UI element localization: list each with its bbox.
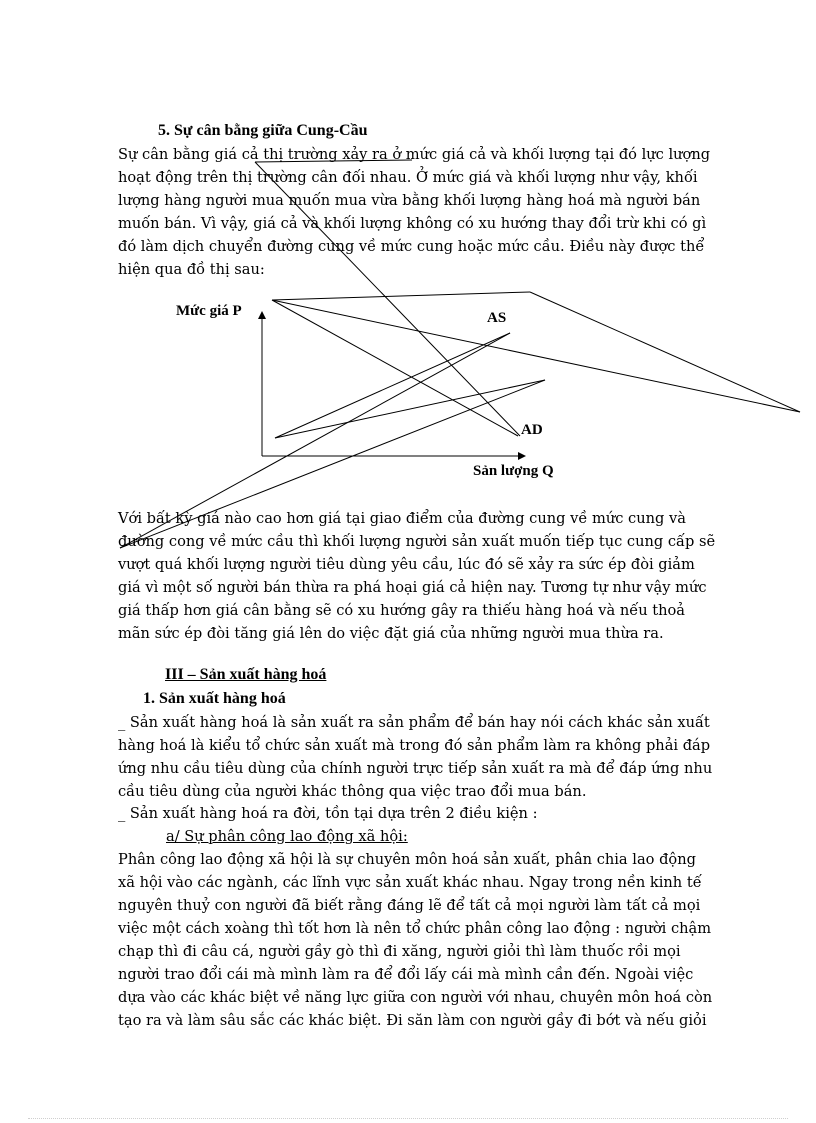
paragraph-line: vượt quá khối lượng người tiêu dùng yêu cầu, lúc đó sẽ xảy ra sức ép đòi giảm [118,556,695,573]
paragraph-line: ứng nhu cầu tiêu dùng của chính người trực tiếp sản xuất ra mà để đáp ứng nhu [118,760,713,777]
paragraph-line: lượng hàng người mua muốn mua vừa bằng khối lượng hàng hoá mà người bán [118,192,701,209]
graph-y-axis-label: Mức giá P [176,303,242,319]
graph-demand-label: AD [521,422,543,438]
paragraph-line: đường cong về mức cầu thì khối lượng người sản xuất muốn tiếp tục cung cấp sẽ [118,533,716,550]
section-5-heading: 5. Sự cân bằng giữa Cung-Cầu [158,122,368,139]
paragraph-line: hiện qua đồ thị sau: [118,261,265,278]
paragraph-line: mãn sức ép đòi tăng giá lên do việc đặt giá của những người mua thừa ra. [118,625,664,642]
paragraph-line: việc một cách xoàng thì tốt hơn là nên tổ chức phân công lao động : người chậm [118,920,712,937]
paragraph-line: _ Sản xuất hàng hoá ra đời, tồn tại dựa trên 2 điều kiện : [118,805,538,822]
paragraph-line: đó làm dịch chuyển đường cung về mức cung hoặc mức cầu. Điều này được thể [118,238,705,255]
supply-line [275,380,545,438]
demand-line [530,292,800,412]
section-3-heading: III – Sản xuất hàng hoá [165,666,327,683]
paragraph-line: Phân công lao động xã hội là sự chuyên môn hoá sản xuất, phân chia lao động [118,851,696,868]
stray-line [255,160,412,162]
paragraph-line: hoạt động trên thị trường cân đối nhau. Ở mức giá và khối lượng như vậy, khối [118,169,698,186]
demand-line [272,300,800,412]
paragraph-line: Với bất kỳ giá nào cao hơn giá tại giao điểm của đường cung về mức cung và [118,510,686,527]
graph-supply-label: AS [487,310,507,326]
paragraph-line: giá thấp hơn giá cân bằng sẽ có xu hướng gây ra thiếu hàng hoá và nếu thoả [118,602,685,619]
subsection-1-heading: 1. Sản xuất hàng hoá [143,690,286,707]
paragraph-line: tạo ra và làm sâu sắc các khác biệt. Đi săn làm con người gầy đi bớt và nếu giỏi [118,1012,707,1029]
demand-line [272,300,518,436]
paragraph-line: nguyên thuỷ con người đã biết rằng đáng lẽ để tất cả mọi người làm tất cả mọi [118,897,701,914]
paragraph-line: dựa vào các khác biệt về năng lực giữa con người với nhau, chuyên môn hoá còn [118,989,713,1006]
graph-x-axis-label: Sản lượng Q [473,463,554,479]
paragraph-line: _ Sản xuất hàng hoá là sản xuất ra sản phẩm để bán hay nói cách khác sản xuất [118,714,710,731]
condition-a-heading: a/ Sự phân công lao động xã hội: [166,828,408,845]
paragraph-line: người trao đổi cái mà mình làm ra để đổi lấy cái mà mình cần đến. Ngoài việc [118,966,694,983]
paragraph-line: Sự cân bằng giá cả thị trường xảy ra ở mức giá cả và khối lượng tại đó lực lượng [118,146,711,163]
paragraph-line: cầu tiêu dùng của người khác thông qua việc trao đổi mua bán. [118,783,587,800]
supply-line [275,333,510,438]
paragraph-line: giá vì một số người bán thừa ra phá hoại giá cả hiện nay. Tương tự như vậy mức [118,579,707,596]
demand-line [272,292,530,300]
paragraph-line: muốn bán. Vì vậy, giá cả và khối lượng không có xu hướng thay đổi trừ khi có gì [118,215,707,232]
page-bottom-rule [28,1118,788,1119]
paragraph-line: xã hội vào các ngành, các lĩnh vực sản xuất khác nhau. Ngay trong nền kinh tế [118,874,702,891]
paragraph-line: hàng hoá là kiểu tổ chức sản xuất mà trong đó sản phẩm làm ra không phải đáp [118,737,711,754]
paragraph-line: chạp thì đi câu cá, người gầy gò thì đi xăng, người giỏi thì làm thuốc rồi mọi [118,943,681,960]
supply-line [120,380,545,548]
